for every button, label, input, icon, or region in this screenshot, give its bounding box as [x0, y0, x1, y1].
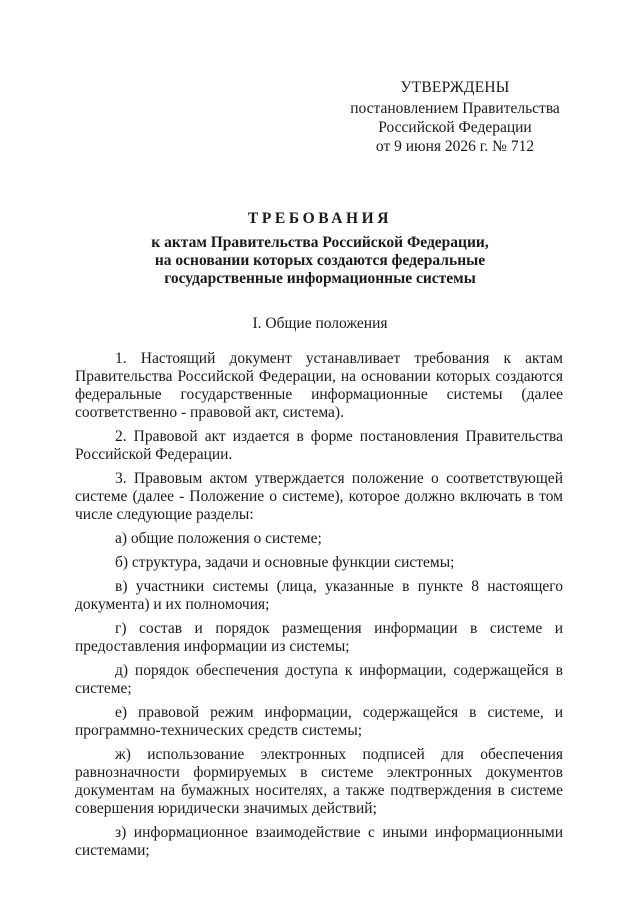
- list-item-v: в) участники системы (лица, указанные в пункте 8 настоящего документа) и их полномочия;: [75, 578, 563, 613]
- paragraph-1: 1. Настоящий документ устанавливает требования к актам Правительства Российской Федерации, на основании которых создаются федеральные государственные информационные системы (далее соответственно - правовой акт, система).: [75, 350, 563, 421]
- document-subtitle: [60, 234, 580, 288]
- subtitle-line: к актам Правительства Российской Федерации,: [151, 234, 489, 251]
- list-item-e: е) правовой режим информации, содержащейся в системе, и программно-технических средств системы;: [75, 704, 563, 739]
- list-item-z: з) информационное взаимодействие с иными информационными системами;: [75, 824, 563, 859]
- list-item-zh: ж) использование электронных подписей для обеспечения равнозначности формируемых в системе электронных документов документам на бумажных носителях, а также подтверждения в системе совершения юридически значимых действий;: [75, 746, 563, 817]
- list-item-a: а) общие положения о системе;: [115, 530, 322, 547]
- approval-title: УТВЕРЖДЕНЫ: [400, 79, 510, 96]
- document-body: [75, 350, 563, 866]
- list-item-b: б) структура, задачи и основные функции системы;: [115, 554, 455, 571]
- approval-date-line: от 9 июня 2026 г. № 712: [375, 138, 535, 155]
- approval-line: постановлением Правительства: [350, 100, 560, 117]
- paragraph-2: 2. Правовой акт издается в форме постановления Правительства Российской Федерации.: [75, 428, 563, 463]
- list-item-d: д) порядок обеспечения доступа к информации, содержащейся в системе;: [75, 662, 563, 697]
- approval-block: [340, 78, 570, 156]
- paragraph-3: 3. Правовым актом утверждается положение о соответствующей системе (далее - Положение о системе), которое должно включать в том числе следующие разделы:: [75, 470, 563, 523]
- approval-line: Российской Федерации: [378, 119, 532, 136]
- subtitle-line: на основании которых создаются федеральные: [154, 252, 486, 269]
- list-item-g: г) состав и порядок размещения информации в системе и предоставления информации из системы;: [75, 620, 563, 655]
- section-heading: I. Общие положения: [252, 315, 388, 332]
- document-title: ТРЕБОВАНИЯ: [247, 210, 393, 227]
- subtitle-line: государственные информационные системы: [164, 270, 476, 287]
